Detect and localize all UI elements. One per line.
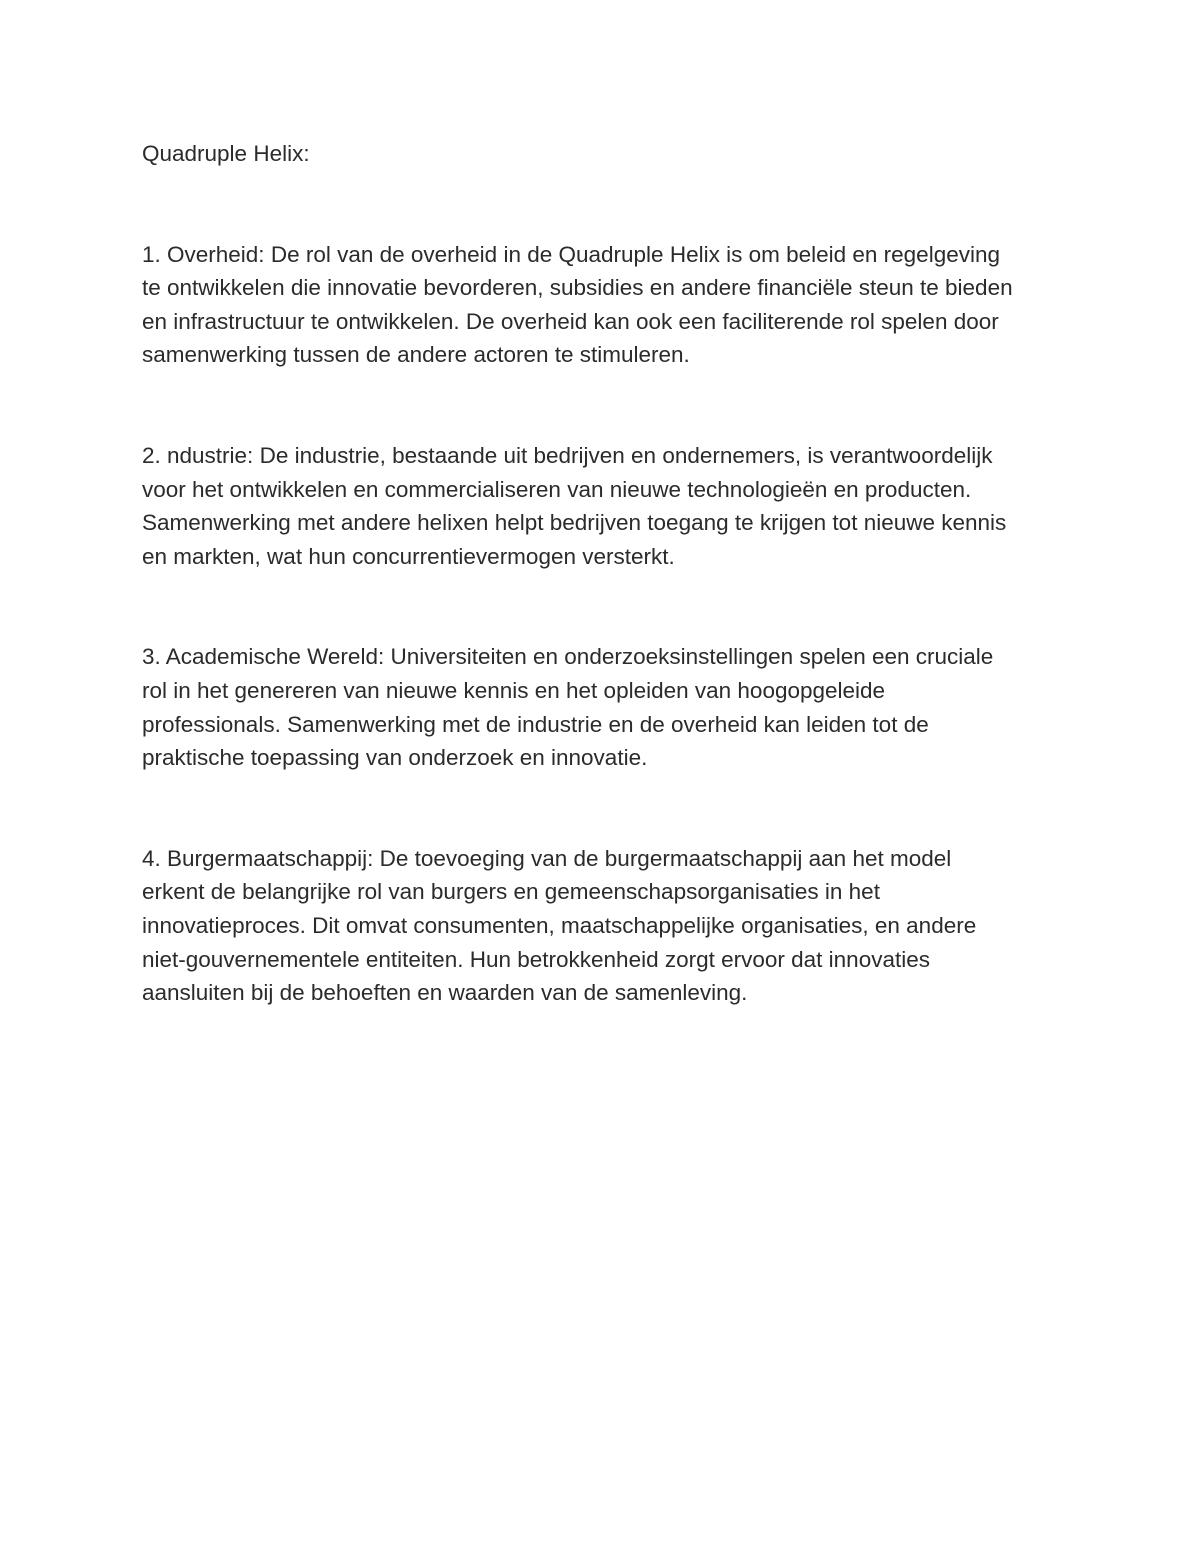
paragraph-burgermaatschappij: 4. Burgermaatschappij: De toevoeging van de burgermaatschappij aan het model erkent de belangrijke rol van burgers en gemeenschapsorganisaties in het innovatieproces. Dit omvat consumenten, maatschappelijke organisaties, en andere niet-gouvernementele entiteiten. Hun betrokkenheid zorgt ervoor dat innovaties aansluiten bij de behoeften en waarden van de samenleving. (142, 845, 977, 1006)
document-title: Quadruple Helix: (142, 141, 310, 166)
document-content (142, 137, 1082, 1077)
paragraph-academische-wereld: 3. Academische Wereld: Universiteiten en onderzoeksinstellingen spelen een cruciale rol in het genereren van nieuwe kennis en het opleiden van hoogopgeleide professionals. Samenwerking met de industrie en de overheid kan leiden tot de praktische toepassing van onderzoek en innovatie. (142, 644, 994, 771)
paragraph-overheid: 1. Overheid: De rol van de overheid in de Quadruple Helix is om beleid en regelgeving te ontwikkelen die innovatie bevorderen, subsidies en andere financiële steun te bieden en infrastructuur te ontwikkelen. De overheid kan ook een faciliterende rol spelen door samenwerking tussen de andere actoren te stimuleren. (142, 241, 1013, 368)
paragraph-industrie: 2. ndustrie: De industrie, bestaande uit bedrijven en ondernemers, is verantwoordelijk voor het ontwikkelen en commercialiseren van nieuwe technologieën en producten. Samenwerking met andere helixen helpt bedrijven toegang te krijgen tot nieuwe kennis en markten, wat hun concurrentievermogen versterkt. (142, 442, 1007, 569)
